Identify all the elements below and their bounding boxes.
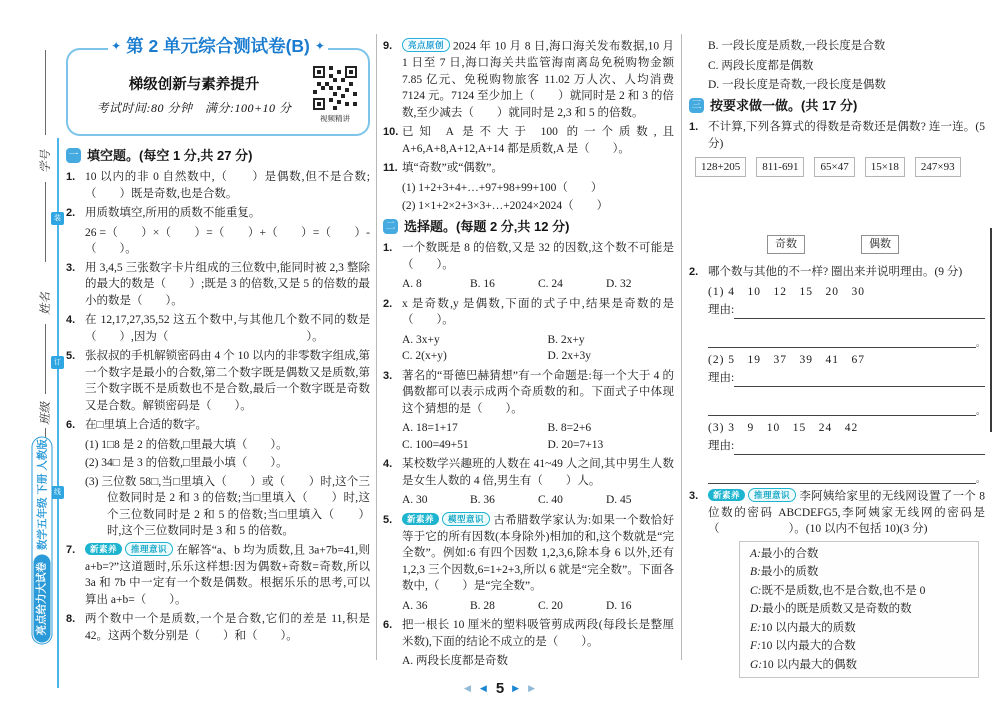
section-2-title: 选择题。(每题 2 分,共 12 分) [404,218,570,234]
question-text: 新素养 模型意识 古希腊数学家认为:如果一个数恰好等于它的所有因数(本身除外)相加的和,这个数就是“完全数”。例如:6 有四个因数 1,2,3,6,除本身 6 以外,还有 1,2,3 三个因数,6=1+2+3,所以 6 就是“完全数”。下面各数中,（ ）是“完全数”。 [402,513,674,592]
clue-a: A:最小的合数 [750,547,819,560]
question-s1-6 [66,417,370,434]
book-info-label: 数学五年级 下册 人教版 [36,439,49,550]
even-box: 偶数 [861,235,899,254]
question-number: 11. [383,162,398,174]
question-s2-1 [383,240,674,273]
question-text: 用 3,4,5 三张数字卡片组成的三位数中,能同时被 2,3 整除的最大的数是（ ）;既是 3 的倍数,又是 5 的倍数的最小的数是（ ）。 [85,261,370,307]
question-s1-6-sub2: (2) 34□ 是 3 的倍数,□里最小填（ ）。 [85,457,288,469]
password-clue-box [739,541,979,679]
question-text: 新素养 推理意识 在解答“a、b 均为质数,且 3a+7b=41,则 a+b=?”这道题时,乐乐这样想:因为偶数+奇数=奇数,所以 3a 和 7b 中一定有一个数是偶数。根据乐乐的思考,可以算出 a+b=（ ）。 [85,543,370,606]
reasoning-badge: 推理意识 [748,488,796,502]
expression-box: 811-691 [756,157,804,177]
section-3-title: 按要求做一做。(共 17 分) [710,97,858,113]
reason-label: 理由: [708,372,735,384]
reason-label: 理由: [708,440,735,452]
option-b: B. 36 [470,494,495,506]
section-2-header [383,219,674,236]
next-page-icon: ▶ [528,683,537,693]
question-text: 哪个数与其他的不一样? 圈出来并说明理由。(9 分) [708,266,963,278]
question-s1-4 [66,312,370,345]
answer-line [708,470,976,484]
exam-info: 考试时间:80 分钟 满分:100+10 分 [96,101,292,116]
new-literacy-badge: 新素养 [85,543,122,555]
title-ornament-icon: ✦ [111,39,122,53]
question-text: 某校数学兴趣班的人数在 41~49 人之间,其中男生人数是女生人数的 4 倍,男生有（ ）人。 [402,458,674,487]
question-number: 5. [66,350,76,362]
expression-box: 15×18 [865,157,905,177]
binding-mark-icon: 装 [51,212,64,225]
question-number: 3. [66,261,76,274]
question-number: 10. [383,126,399,138]
clue-c: C:既不是质数,也不是合数,也不是 0 [750,584,926,597]
question-s1-1 [66,169,370,202]
question-number: 2. [689,266,699,278]
question-s2-5 [383,512,674,595]
question-s1-5 [66,348,370,414]
option-b: B. 2x+y [547,333,585,346]
option-d: D. 2x+3y [547,350,592,362]
question-text: 一个数既是 8 的倍数,又是 32 的因数,这个数不可能是（ ）。 [402,242,674,271]
question-text: 不计算,下列各算式的得数是奇数还是偶数? 连一连。(5 分) [708,121,985,150]
question-s2-6 [383,617,674,650]
option-b: B. 16 [470,278,495,290]
question-text: 亮点原创 2024 年 10 月 8 日,海口海关发布数据,10 月 1 日至 7 日,海口海关共监管海南离岛免税购物金额 7.85 亿元、免税购物旅客 11.02 万人次、人均消费 7124 元。7124 至少加上（ ）就同时是 2 和 3 的倍数,至少减去（ ）就同时是 2,3 和 5 的倍数。 [402,40,674,119]
new-literacy-badge: 新素养 [402,513,439,525]
option-d: D. 16 [606,599,632,612]
page-number: 5 [495,680,505,697]
question-number: 3. [689,489,699,502]
page-title: 第 2 单元综合测试卷(B) [126,36,310,56]
question-s1-11 [383,160,674,177]
question-s1-11-sub2: (2) 1×1+2×2+3×3+…+2024×2024（ ） [402,200,609,212]
option-a: A. 18=1+17 [402,422,458,434]
question-text: x 是奇数,y 是偶数,下面的式子中,结果是奇数的是（ ）。 [402,297,674,326]
question-s1-6-sub1: (1) 1□8 是 2 的倍数,□里最大填（ ）。 [85,438,288,451]
question-number: 2. [383,297,393,310]
option-d: D. 20=7+13 [547,438,604,451]
class-label: 班级 [40,402,52,425]
question-text: 新素养 推理意识 李阿姨给家里的无线网设置了一个 8 位数的密码 ABCDEFG5,李阿姨家无线网的密码是（ ）。(10 以内不包括 10)(3 分) [708,489,985,535]
binding-sidebar [0,0,64,711]
reasoning-badge: 推理意识 [125,542,173,556]
binding-mark-icon: 订 [51,356,64,369]
question-s1-7 [66,542,370,609]
number-list: (1) 4 10 12 15 20 30 [708,285,866,298]
number-list: (3) 3 9 10 15 24 42 [708,421,859,434]
question-s1-2 [66,205,370,222]
question-number: 7. [66,543,76,556]
question-s2-4 [383,456,674,489]
option-a: A. 30 [402,494,428,506]
paper-subtitle: 梯级创新与素养提升 [128,76,260,93]
qr-block [310,66,360,128]
line-end-mark: 。 [975,405,985,416]
section-3-icon: 三 [689,98,704,113]
question-s3-2 [689,264,985,281]
question-text: 10 以内的非 0 自然数中,（ ）是偶数,但不是合数;（ ）既是奇数,也是合数。 [85,171,370,200]
section-1-header [66,148,370,165]
question-text: 用质数填空,所用的质数不能重复。 [85,207,261,219]
qr-caption: 视频精讲 [320,114,350,123]
answer-line [734,305,985,319]
model-awareness-badge: 模型意识 [442,512,490,526]
expression-box: 128+205 [695,157,746,177]
page-edge-artifact [990,228,992,432]
question-s3-3 [689,488,985,538]
paper-title [108,38,328,55]
question-s1-9 [383,38,674,121]
paper-header-box [66,36,370,136]
answer-line [734,373,985,387]
q2-sub-2 [708,352,985,416]
line-end-mark: 。 [975,473,985,484]
question-text: 把一根长 10 厘米的塑料吸管剪成两段(每段长是整厘米数),下面的结论不成立的是（ ）。 [402,619,674,648]
answer-line [734,441,985,455]
new-literacy-badge: 新素养 [708,489,745,501]
question-text: 在 12,17,27,35,52 这五个数中,与其他几个数不同的数是（ ）,因为（ ）。 [85,314,370,343]
qr-code-icon [313,66,357,110]
option-a: A. 8 [402,278,422,290]
prev-page-icon: ◀ [463,683,472,693]
clue-e: E:10 以内最大的质数 [750,621,856,634]
column-divider [376,34,377,660]
line-end-mark: 。 [975,337,985,348]
next-page-icon: ▶ [512,683,521,693]
clue-b: B:最小的质数 [750,566,819,578]
option-c: C. 100=49+51 [402,438,469,451]
option-c: C. 两段长度都是偶数 [708,59,814,72]
question-s1-3 [66,260,370,310]
question-text: 在□里填上合适的数字。 [85,419,207,431]
option-c: C. 24 [538,278,563,290]
options-s2-4 [402,492,674,509]
q2-sub-1 [708,284,985,348]
question-s1-2-sub: 26 =（ ）×（ ）=（ ）+（ ）=（ ）-（ ）。 [85,226,370,255]
student-id-label: 学号 [40,150,52,173]
option-b: B. 8=2+6 [547,422,592,434]
option-d: D. 一段长度是奇数,一段长度是偶数 [708,79,886,91]
title-ornament-icon: ✦ [314,39,325,53]
question-number: 5. [383,513,393,526]
option-d: D. 32 [606,278,632,290]
question-s2-3 [383,368,674,418]
page-footer [0,680,1000,697]
binding-mark-icon: 线 [51,486,64,499]
question-number: 6. [66,419,76,431]
clue-d: D:最小的既是质数又是奇数的数 [750,603,912,615]
column-divider [681,34,682,660]
option-c: C. 40 [538,494,563,506]
class-write-line [45,324,46,394]
options-s2-1 [402,276,674,293]
expression-boxes [695,157,985,177]
options-s2-5 [402,598,674,615]
option-c: C. 2(x+y) [402,350,447,362]
question-s1-6-sub3: (3) 三位数 58□,当□里填入（ ）或（ ）时,这个三位数同时是 2 和 3 的倍数;当□里填入（ ）时,这个三位数同时是 2 和 5 的倍数;当□里填入（ ）时,这个三位数同时是 3 和 5 的倍数。 [85,475,370,537]
question-number: 1. [383,242,393,254]
section-1-title: 填空题。(每空 1 分,共 27 分) [87,147,253,163]
original-highlight-badge: 亮点原创 [402,38,450,52]
category-boxes [767,235,985,254]
name-label: 姓名 [40,292,52,315]
section-3-header [689,98,985,115]
question-s2-2 [383,296,674,329]
clue-f: F:10 以内最大的合数 [750,640,856,652]
option-b: B. 一段长度是质数,一段长度是合数 [708,40,886,52]
reason-label: 理由: [708,304,735,316]
odd-box: 奇数 [767,235,805,254]
option-d: D. 45 [606,494,632,506]
question-number: 4. [66,314,76,326]
option-a: A. 36 [402,599,428,612]
section-1-icon: 一 [66,148,81,163]
column-3 [689,38,985,678]
question-s3-1 [689,119,985,152]
q2-sub-3 [708,420,985,484]
question-text: 著名的“哥德巴赫猜想”有一个命题是:每一个大于 4 的偶数都可以表示成两个奇质数的和。下面式子中体现这个猜想的是（ ）。 [402,369,674,415]
name-write-line [45,182,46,262]
prev-page-icon: ◀ [479,683,488,693]
book-badge [32,437,53,645]
option-c: C. 20 [538,599,563,612]
question-text: 填“奇数”或“偶数”。 [402,162,503,174]
series-badge: 亮点给力大试卷 [34,555,51,643]
expression-box: 247×93 [915,157,961,177]
question-number: 6. [383,619,393,631]
question-text: 两个数中一个是质数,一个是合数,它们的差是 11,积是 42。这两个数分别是（ ）和（ ）。 [85,613,370,642]
question-number: 8. [66,613,76,625]
question-number: 1. [689,121,699,133]
number-list: (2) 5 19 37 39 41 67 [708,353,866,366]
options-s2-2 [402,332,674,365]
question-s1-11-sub1: (1) 1+2+3+4+…+97+98+99+100（ ） [402,181,603,194]
option-a: A. 3x+y [402,333,440,346]
clue-g: G:10 以内最大的偶数 [750,658,858,671]
question-s1-10 [383,124,674,157]
option-b: B. 28 [470,599,495,612]
expression-box: 65×47 [814,157,854,177]
student-id-write-line [45,50,46,135]
column-1 [66,36,370,647]
column-2 [383,38,674,673]
question-number: 3. [383,369,393,382]
answer-line [708,334,976,348]
question-number: 4. [383,458,393,470]
question-number: 2. [66,207,76,219]
options-s2-3 [402,420,674,453]
answer-line [708,402,976,416]
option-a: A. 两段长度都是奇数 [402,655,509,667]
question-number: 1. [66,171,76,183]
question-s1-8 [66,611,370,644]
question-text: 已知 A 是不大于 100 的一个质数,且 A+6,A+8,A+12,A+14 都是质数,A 是（ ）。 [402,126,674,155]
section-2-icon: 二 [383,219,398,234]
question-number: 9. [383,40,393,52]
question-text: 张叔叔的手机解锁密码由 4 个 10 以内的非零数字组成,第一个数字是最小的合数,第二个数字既是偶数又是质数,第三个数字既不是质数也不是合数,最后一个数字既是奇数又是合数。解锁密码是（ ）。 [85,350,370,412]
